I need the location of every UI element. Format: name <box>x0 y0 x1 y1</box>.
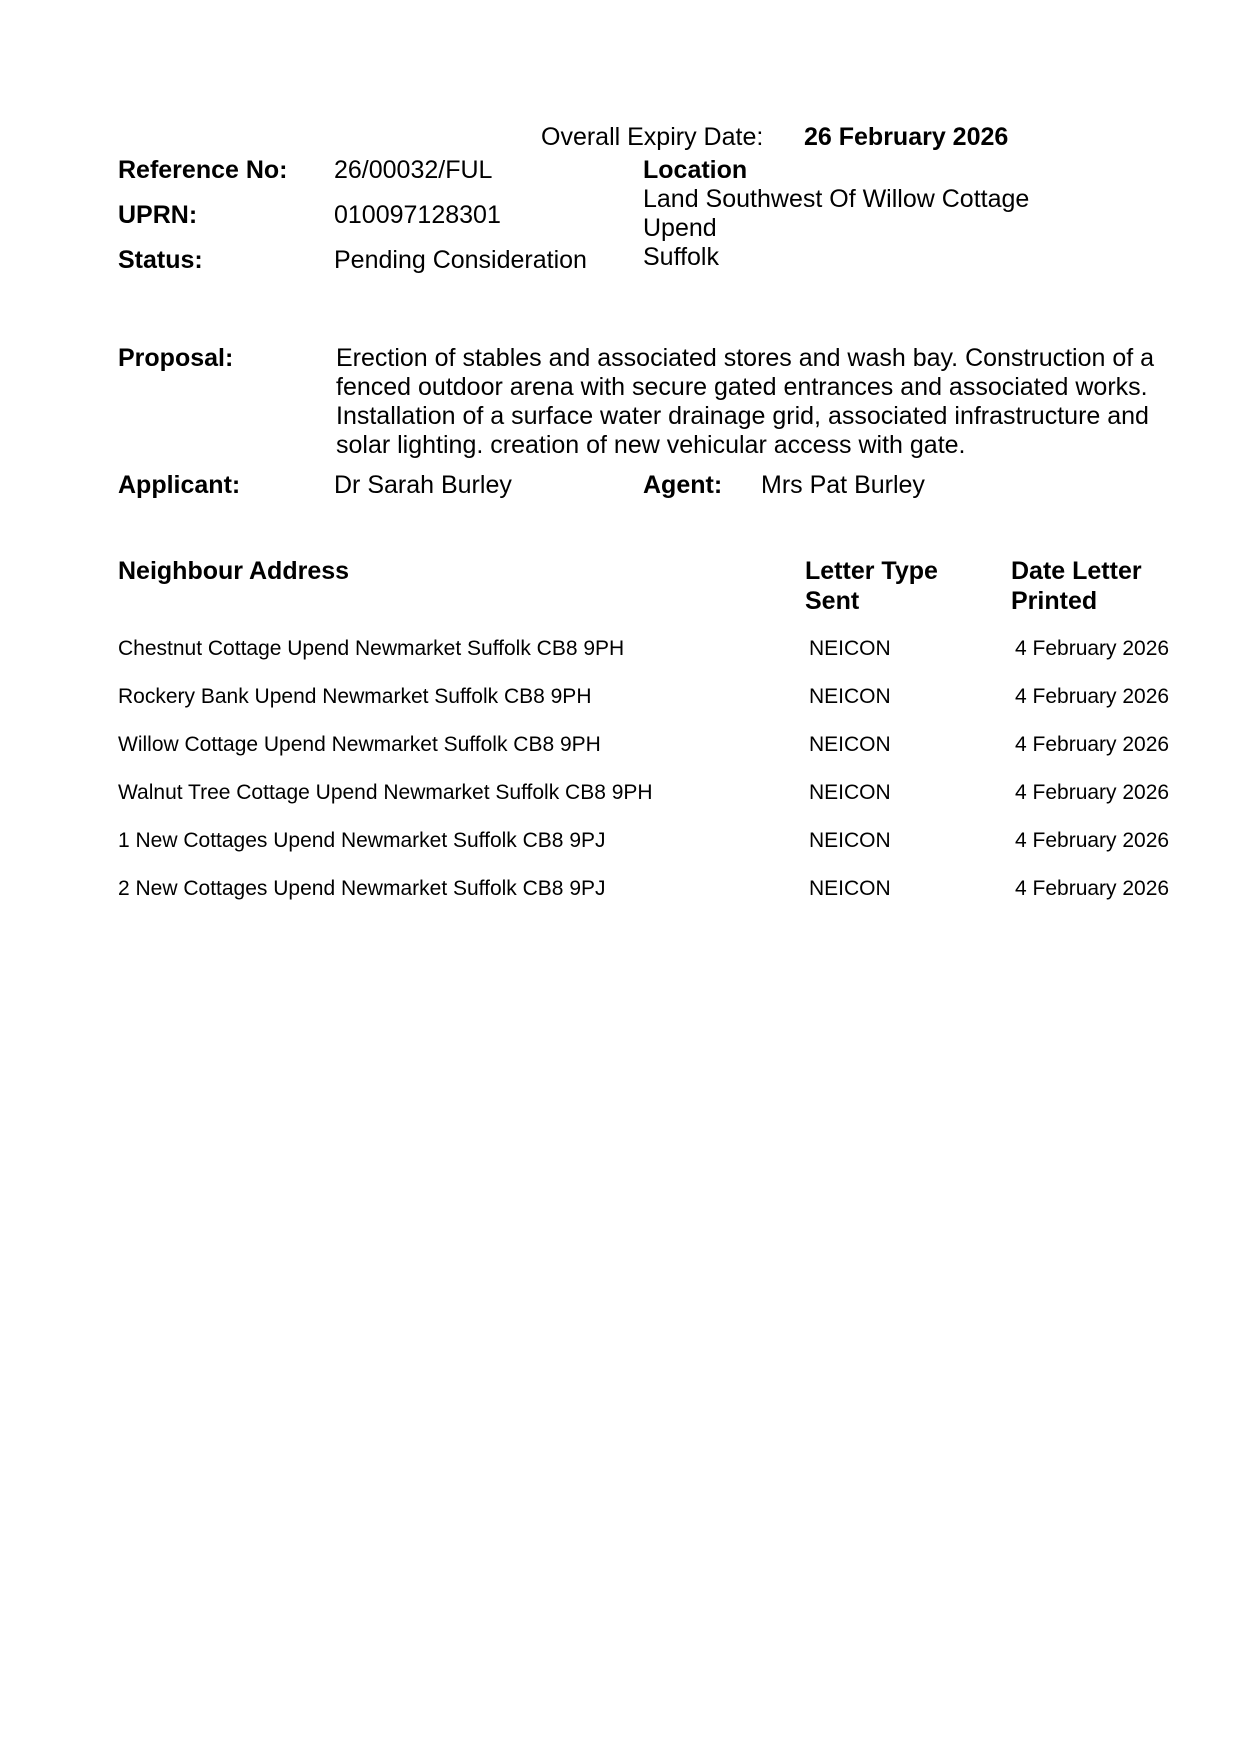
table-row <box>0 732 1241 762</box>
row-address: 2 New Cottages Upend Newmarket Suffolk CB8 9PJ <box>118 877 606 900</box>
row-letter-type: NEICON <box>809 733 891 756</box>
row-letter-type: NEICON <box>809 637 891 660</box>
row-letter-type: NEICON <box>809 829 891 852</box>
proposal-line: Erection of stables and associated stores and wash bay. Construction of a <box>336 344 1155 372</box>
expiry-value: 26 February 2026 <box>804 123 1009 151</box>
proposal-text <box>336 344 1186 460</box>
status-label: Status: <box>118 246 203 274</box>
uprn-label: UPRN: <box>118 201 198 229</box>
row-address: Walnut Tree Cottage Upend Newmarket Suffolk CB8 9PH <box>118 781 653 804</box>
agent-value: Mrs Pat Burley <box>761 471 925 499</box>
row-letter-type: NEICON <box>809 877 891 900</box>
row-date: 4 February 2026 <box>1015 877 1170 900</box>
row-date: 4 February 2026 <box>1015 829 1170 852</box>
row-letter-type: NEICON <box>809 685 891 708</box>
applicant-value: Dr Sarah Burley <box>334 471 512 499</box>
expiry-label: Overall Expiry Date: <box>541 123 764 151</box>
row-date: 4 February 2026 <box>1015 637 1170 660</box>
header-date-printed <box>1011 556 1142 616</box>
reference-label: Reference No: <box>118 156 288 184</box>
proposal-line: Installation of a surface water drainage grid, associated infrastructure and <box>336 402 1149 430</box>
table-row <box>0 828 1241 858</box>
reference-value: 26/00032/FUL <box>334 156 493 184</box>
header-letter-type <box>805 556 938 616</box>
applicant-label: Applicant: <box>118 471 241 499</box>
location-line: Suffolk <box>643 243 719 271</box>
location-line: Land Southwest Of Willow Cottage <box>643 185 1030 213</box>
row-date: 4 February 2026 <box>1015 781 1170 804</box>
header-letter-type-line2: Sent <box>805 587 860 615</box>
table-row <box>0 780 1241 810</box>
header-neighbour-address: Neighbour Address <box>118 557 350 585</box>
location-label: Location <box>643 156 748 184</box>
location-line: Upend <box>643 214 717 242</box>
table-row <box>0 876 1241 906</box>
row-address: Chestnut Cottage Upend Newmarket Suffolk CB8 9PH <box>118 637 625 660</box>
header-letter-type-line1: Letter Type <box>805 557 938 585</box>
proposal-line: fenced outdoor arena with secure gated entrances and associated works. <box>336 373 1148 401</box>
table-row <box>0 636 1241 666</box>
row-address: 1 New Cottages Upend Newmarket Suffolk CB8 9PJ <box>118 829 606 852</box>
row-letter-type: NEICON <box>809 781 891 804</box>
uprn-value: 010097128301 <box>334 201 501 229</box>
proposal-line: solar lighting. creation of new vehicular access with gate. <box>336 431 966 459</box>
status-value: Pending Consideration <box>334 246 587 274</box>
table-row <box>0 684 1241 714</box>
proposal-label: Proposal: <box>118 344 234 372</box>
agent-label: Agent: <box>643 471 723 499</box>
header-date-printed-line2: Printed <box>1011 587 1098 615</box>
row-address: Rockery Bank Upend Newmarket Suffolk CB8 9PH <box>118 685 592 708</box>
header-date-printed-line1: Date Letter <box>1011 557 1142 585</box>
row-address: Willow Cottage Upend Newmarket Suffolk CB8 9PH <box>118 733 601 756</box>
row-date: 4 February 2026 <box>1015 733 1170 756</box>
row-date: 4 February 2026 <box>1015 685 1170 708</box>
